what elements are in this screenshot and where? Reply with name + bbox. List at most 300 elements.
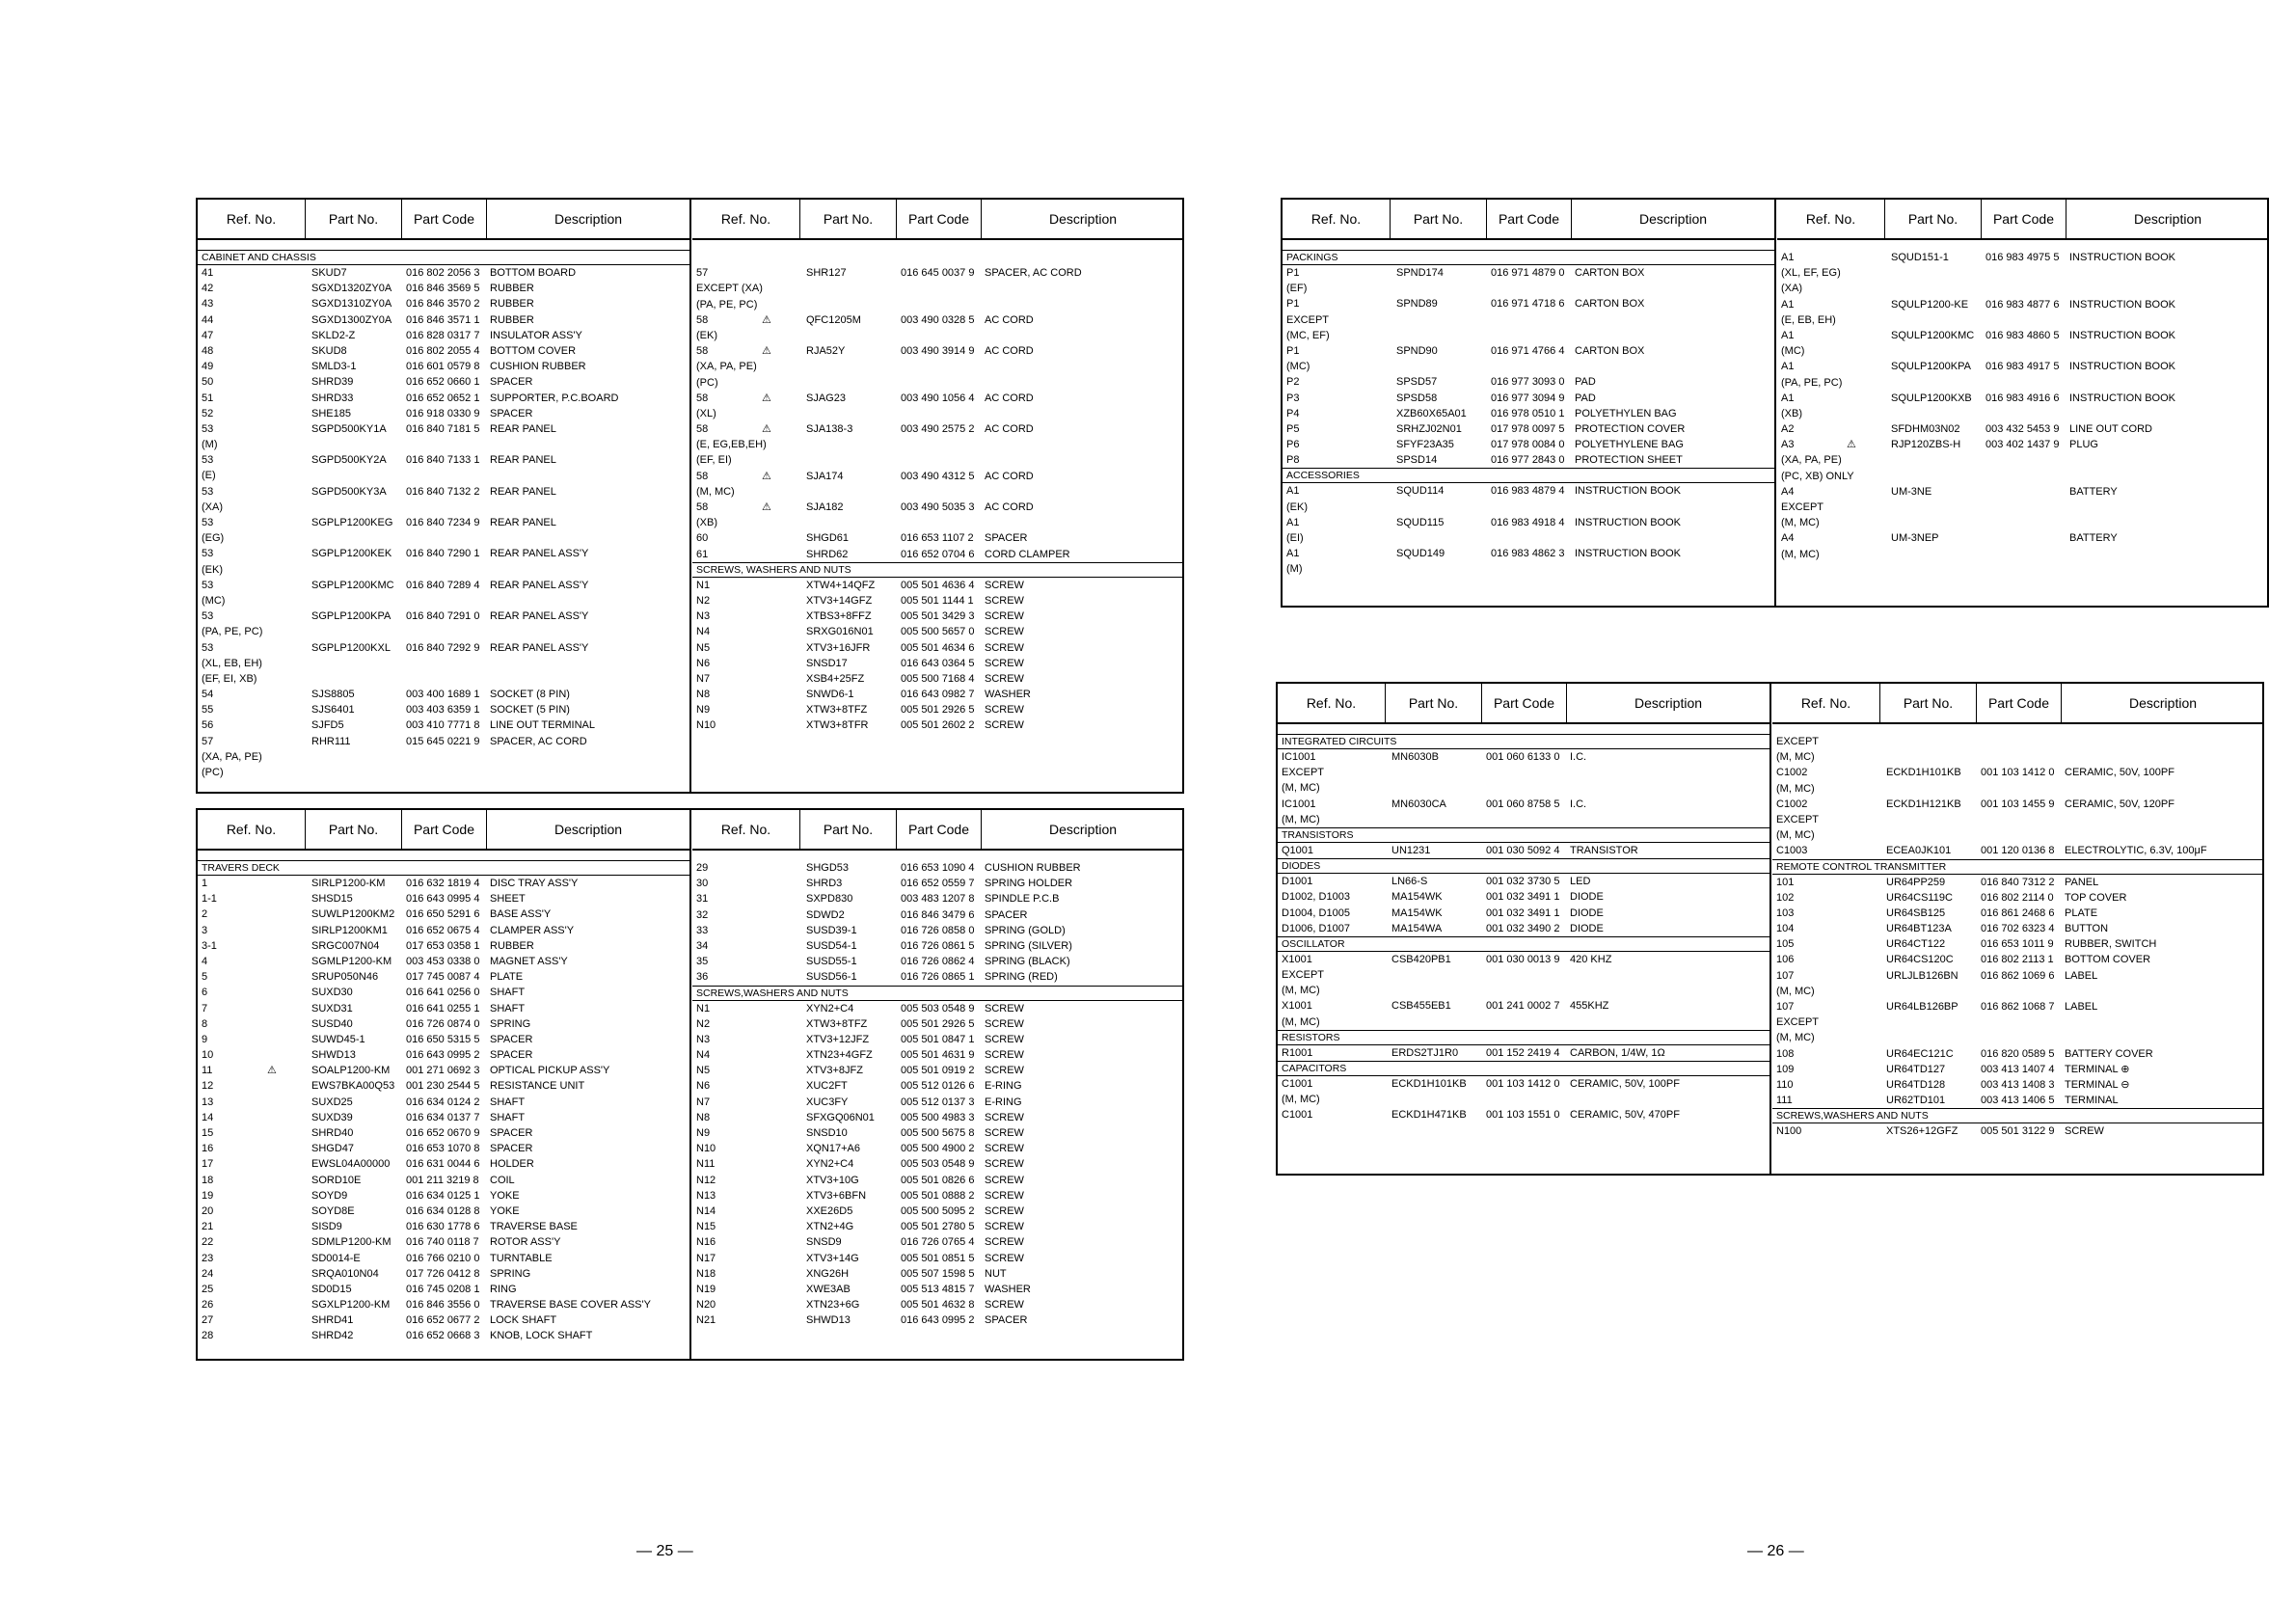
- ref-no: A1: [1286, 516, 1300, 528]
- part-no: SGXD1320ZY0A: [311, 283, 392, 295]
- table-row: [1777, 281, 2269, 296]
- ref-no: 5: [202, 971, 208, 984]
- part-no: XTV3+8JFZ: [806, 1065, 863, 1077]
- ref-no: N3: [696, 1033, 711, 1045]
- part-code: 016 643 0995 2: [901, 1314, 975, 1327]
- table-row: [198, 1297, 689, 1312]
- part-no: SHRD3: [806, 878, 843, 890]
- ref-no: N11: [696, 1158, 716, 1171]
- ref-no: N16: [696, 1236, 716, 1249]
- description: CLAMPER ASS'Y: [490, 924, 575, 936]
- description: REAR PANEL ASS'Y: [490, 610, 589, 623]
- section-heading: TRANSISTORS: [1278, 827, 1769, 843]
- part-code: 017 978 0097 5: [1491, 422, 1565, 435]
- table-row: [692, 391, 1184, 406]
- ref-no: 61: [696, 548, 709, 560]
- part-no: UR64EC121C: [1886, 1047, 1954, 1060]
- ref-no: N4: [696, 626, 711, 638]
- part-code: 001 103 1412 0: [1981, 767, 2055, 779]
- ref-no: 24: [202, 1267, 214, 1280]
- part-code: 017 978 0084 0: [1491, 439, 1565, 451]
- table-row: [692, 530, 1184, 546]
- ref-no: N14: [696, 1204, 716, 1217]
- description: SPRING: [490, 1017, 531, 1030]
- table-row: [692, 1110, 1184, 1125]
- table-row: [692, 1266, 1184, 1282]
- ref-no: 55: [202, 704, 214, 717]
- description: AC CORD: [985, 470, 1034, 482]
- description: CUSHION RUBBER: [985, 862, 1081, 874]
- part-code: 016 840 7289 4: [406, 579, 480, 591]
- ref-no: N15: [696, 1221, 716, 1233]
- column-header: Description: [2133, 211, 2202, 227]
- table-header: [198, 810, 689, 851]
- description: SPRING HOLDER: [985, 878, 1073, 890]
- description: RUBBER: [490, 298, 534, 311]
- table-row: [198, 765, 689, 780]
- part-code: 003 403 6359 1: [406, 704, 480, 717]
- ref-no: 9: [202, 1033, 208, 1045]
- ref-no: 35: [696, 956, 709, 968]
- table-row: [692, 1125, 1184, 1141]
- table-row: [198, 265, 689, 281]
- part-code: 001 230 2544 5: [406, 1080, 480, 1093]
- ref-no: 101: [1776, 876, 1795, 888]
- table-row: [198, 1312, 689, 1328]
- table-half-left: [1283, 200, 1774, 606]
- part-code: 016 641 0256 0: [406, 987, 480, 999]
- table-row: [1278, 1045, 1769, 1061]
- section-heading: ACCESSORIES: [1283, 468, 1774, 483]
- ref-no: N13: [696, 1189, 716, 1202]
- part-no: XTV3+14GFZ: [806, 594, 873, 607]
- part-code: 016 652 0704 6: [901, 548, 975, 560]
- table-row: [198, 437, 689, 452]
- ref-no: 108: [1776, 1047, 1795, 1060]
- table-row: [198, 562, 689, 578]
- ref-no: N10: [696, 719, 716, 732]
- ref-no: (M, MC): [1776, 829, 1815, 842]
- part-code: 005 501 4632 8: [901, 1299, 975, 1312]
- description: SPRING (RED): [985, 971, 1058, 984]
- part-no: XTBS3+8FFZ: [806, 610, 872, 623]
- table-row: [692, 1251, 1184, 1266]
- part-code: 016 643 0995 2: [406, 1049, 480, 1062]
- description: SCREW: [985, 1002, 1024, 1014]
- part-code: 005 501 3122 9: [1981, 1125, 2055, 1138]
- section-heading: SCREWS,WASHERS AND NUTS: [692, 986, 1184, 1001]
- table-header: [1278, 684, 1769, 724]
- description: SHAFT: [490, 1096, 526, 1108]
- description: SCREW: [985, 1189, 1024, 1202]
- table-row: [1777, 328, 2269, 343]
- column-header: Ref. No.: [1772, 684, 1880, 722]
- table-row: [198, 359, 689, 374]
- ref-no: (XA, PA, PE): [202, 750, 262, 763]
- column-header: Ref. No.: [1278, 684, 1386, 722]
- part-code: 003 490 4312 5: [901, 470, 975, 482]
- part-code: 016 653 1107 2: [901, 532, 974, 545]
- part-code: 005 512 0137 3: [901, 1096, 975, 1108]
- table-row: [692, 969, 1184, 985]
- table-row: [198, 1110, 689, 1125]
- part-code: 016 828 0317 7: [406, 329, 480, 341]
- ref-no: (M, MC): [1282, 985, 1320, 997]
- part-code: 005 501 0847 1: [901, 1033, 975, 1045]
- part-no: XTW3+8TFZ: [806, 704, 868, 717]
- ref-no: 53: [202, 641, 214, 654]
- part-no: UR62TD101: [1886, 1095, 1946, 1107]
- part-no: SRXG016N01: [806, 626, 874, 638]
- part-code: 003 400 1689 1: [406, 689, 480, 701]
- ref-no: A1: [1781, 298, 1795, 311]
- part-code: 001 032 3491 1: [1486, 891, 1560, 904]
- ref-no: 1-1: [202, 893, 217, 906]
- table-row: [1278, 765, 1769, 780]
- page-number-25: — 25 —: [636, 1543, 693, 1559]
- description: SPRING (GOLD): [985, 924, 1066, 936]
- part-code: 016 840 7133 1: [406, 454, 480, 467]
- table-half-right: [692, 200, 1184, 792]
- part-no: SOALP1200-KM: [311, 1065, 391, 1077]
- table-row: [1777, 484, 2269, 500]
- description: AC CORD: [985, 392, 1034, 404]
- table-row: [692, 1001, 1184, 1016]
- ref-no: 17: [202, 1158, 214, 1171]
- ref-no: X1001: [1282, 953, 1312, 965]
- description: SHAFT: [490, 1002, 526, 1014]
- part-code: 016 643 0982 7: [901, 689, 975, 701]
- part-no: XNG26H: [806, 1267, 850, 1280]
- table-row: [692, 1204, 1184, 1219]
- part-code: 016 726 0861 5: [901, 939, 975, 952]
- part-no: SGPLP1200KEG: [311, 517, 393, 528]
- part-code: 005 500 5657 0: [901, 626, 975, 638]
- table-row: [1283, 515, 1774, 530]
- description: PLUG: [2069, 439, 2098, 451]
- part-code: 016 983 4862 3: [1491, 548, 1565, 560]
- table-row: [198, 640, 689, 656]
- ref-no: P3: [1286, 392, 1300, 404]
- column-header: Ref. No.: [198, 810, 306, 849]
- part-no: SNWD6-1: [806, 689, 854, 701]
- ref-no: A1: [1781, 361, 1795, 373]
- ref-no: 60: [696, 532, 709, 545]
- table-row: [1278, 843, 1769, 858]
- ref-no: C1001: [1282, 1078, 1313, 1090]
- column-header: Description: [1638, 211, 1708, 227]
- table-row: [692, 421, 1184, 437]
- part-code: 005 501 0851 5: [901, 1252, 975, 1264]
- description: BATTERY: [2069, 485, 2118, 498]
- part-no: SHSD15: [311, 893, 353, 906]
- description: AC CORD: [985, 423, 1034, 436]
- part-code: 001 241 0002 7: [1486, 1000, 1560, 1013]
- ref-no: N1: [696, 1002, 711, 1014]
- part-no: RHR111: [311, 735, 351, 747]
- ref-no: 53: [202, 548, 214, 560]
- part-no: SPSD14: [1396, 454, 1438, 467]
- part-code: 016 802 2055 4: [406, 344, 480, 357]
- table-row: [198, 624, 689, 639]
- table-row: [1278, 998, 1769, 1014]
- part-code: 003 410 7771 8: [406, 719, 480, 732]
- table-row: [198, 391, 689, 406]
- section-heading: OSCILLATOR: [1278, 936, 1769, 952]
- ref-no: N2: [696, 594, 711, 607]
- part-no: SJA182: [806, 501, 844, 513]
- description: SPACER: [490, 376, 533, 389]
- ref-no: P1: [1286, 267, 1300, 279]
- part-no: XTV3+16JFR: [806, 641, 871, 654]
- part-no: SNSD10: [806, 1127, 848, 1139]
- table-row: [198, 891, 689, 906]
- part-no: XQN17+A6: [806, 1143, 860, 1155]
- part-no: SPSD58: [1396, 392, 1438, 404]
- table-row: [198, 1251, 689, 1266]
- ref-no: C1002: [1776, 798, 1808, 810]
- part-no: SNSD9: [806, 1236, 842, 1249]
- ref-no: EXCEPT: [1776, 1016, 1820, 1029]
- ref-no: 2: [202, 908, 208, 921]
- part-no: SJFD5: [311, 719, 344, 732]
- description: INSTRUCTION BOOK: [1575, 516, 1682, 528]
- table-row: [198, 923, 689, 938]
- ref-no: 19: [202, 1189, 214, 1202]
- part-code: 016 983 4918 4: [1491, 516, 1565, 528]
- part-no: SFYF23A35: [1396, 439, 1454, 451]
- table-row: [692, 328, 1184, 343]
- ref-no: A1: [1286, 485, 1300, 498]
- table-row: [1772, 797, 2264, 812]
- part-code: 016 641 0255 1: [406, 1002, 480, 1014]
- part-no: XUC2FT: [806, 1080, 848, 1093]
- part-no: SD0014-E: [311, 1252, 361, 1264]
- ref-no: 33: [696, 924, 709, 936]
- table-row: [692, 1188, 1184, 1204]
- part-no: SKUD8: [311, 344, 347, 357]
- description: RUBBER: [490, 939, 534, 952]
- part-no: UR64CT122: [1886, 938, 1946, 951]
- table-row: [198, 717, 689, 733]
- description: CARBON, 1/4W, 1Ω: [1570, 1046, 1665, 1059]
- table-center-divider: [1774, 200, 1776, 606]
- ref-no: (EG): [202, 532, 225, 545]
- ref-no: EXCEPT: [1282, 969, 1325, 982]
- table-row: [692, 891, 1184, 906]
- table-row: [1283, 452, 1774, 468]
- table-row: [1772, 890, 2264, 906]
- part-no: XTV3+6BFN: [806, 1189, 867, 1202]
- part-no: SGXD1310ZY0A: [311, 298, 392, 311]
- column-header: Description: [2128, 695, 2198, 711]
- part-code: 017 745 0087 4: [406, 971, 480, 984]
- part-no: CSB420PB1: [1391, 953, 1451, 965]
- description: SCREW: [985, 1236, 1024, 1249]
- part-no: SQUD115: [1396, 516, 1445, 528]
- part-no: SGPLP1200KMC: [311, 579, 394, 591]
- part-no: SOYD8E: [311, 1204, 355, 1217]
- table-row: [1777, 391, 2269, 406]
- table-center-divider: [689, 200, 691, 792]
- part-no: SUWD45-1: [311, 1033, 365, 1045]
- part-code: 016 977 3094 9: [1491, 392, 1565, 404]
- ref-no: 21: [202, 1221, 214, 1233]
- table-row: [198, 702, 689, 717]
- ref-no: N17: [696, 1252, 716, 1264]
- table-row: [1278, 780, 1769, 796]
- ref-no: D1004, D1005: [1282, 906, 1350, 919]
- description: PANEL: [2065, 876, 2099, 888]
- part-code: 003 490 0328 5: [901, 313, 975, 326]
- warning-icon: ⚠: [762, 392, 771, 404]
- table-row: [692, 671, 1184, 687]
- part-no: XTN2+4G: [806, 1221, 854, 1233]
- part-no: SUSD40: [311, 1017, 353, 1030]
- ref-no: 49: [202, 361, 214, 373]
- table-row: [692, 954, 1184, 969]
- table-row: [198, 1188, 689, 1204]
- ref-no: 29: [696, 862, 709, 874]
- ref-no: (MC): [202, 594, 226, 607]
- ref-no: (MC): [1286, 361, 1310, 373]
- description: BATTERY COVER: [2065, 1047, 2153, 1060]
- table-row: [692, 687, 1184, 702]
- table-row: [1278, 874, 1769, 889]
- part-no: MA154WK: [1391, 891, 1443, 904]
- column-header: Ref. No.: [1777, 200, 1885, 238]
- part-code: 016 840 7290 1: [406, 548, 480, 560]
- part-code: 005 501 0888 2: [901, 1189, 975, 1202]
- ref-no: EXCEPT (XA): [696, 283, 763, 295]
- part-no: SPND174: [1396, 267, 1444, 279]
- part-code: 001 060 8758 5: [1486, 798, 1560, 810]
- table-row: [692, 265, 1184, 281]
- ref-no: (EK): [1286, 500, 1308, 513]
- description: SPACER: [985, 908, 1028, 921]
- description: BUTTON: [2065, 923, 2109, 935]
- part-no: XYN2+C4: [806, 1002, 854, 1014]
- part-code: 016 840 7312 2: [1981, 876, 2055, 888]
- ref-no: 15: [202, 1127, 214, 1139]
- table-row: [692, 1032, 1184, 1047]
- part-code: 016 861 2468 6: [1981, 906, 2055, 919]
- part-code: 016 862 1069 6: [1981, 969, 2055, 982]
- part-code: 001 032 3730 5: [1486, 876, 1560, 888]
- description: REAR PANEL ASS'Y: [490, 579, 589, 591]
- description: DIODE: [1570, 891, 1604, 904]
- description: SHAFT: [490, 1111, 526, 1123]
- ref-no: (M, MC): [1776, 1032, 1815, 1044]
- ref-no: EXCEPT: [1776, 813, 1820, 825]
- description: SCREW: [985, 610, 1024, 623]
- part-code: 016 643 0995 4: [406, 893, 480, 906]
- part-no: UR64SB125: [1886, 906, 1946, 919]
- part-code: 016 653 1090 4: [901, 862, 975, 874]
- table-row: [1283, 483, 1774, 499]
- part-no: SQUD114: [1396, 485, 1445, 498]
- part-code: 005 501 2926 5: [901, 704, 975, 717]
- part-code: 016 840 7234 9: [406, 517, 480, 528]
- table-row: [198, 593, 689, 609]
- ref-no: A2: [1781, 423, 1795, 436]
- part-no: SDMLP1200-KM: [311, 1236, 392, 1249]
- description: REAR PANEL: [490, 422, 556, 435]
- part-code: 005 501 0919 2: [901, 1065, 975, 1077]
- ref-no: (XL, EB, EH): [202, 657, 262, 669]
- table-row: [1772, 875, 2264, 890]
- part-no: UR64BT123A: [1886, 923, 1952, 935]
- description: 420 KHZ: [1570, 953, 1612, 965]
- column-header: Description: [554, 822, 623, 837]
- ref-no: (M, MC): [1776, 782, 1815, 795]
- description: REAR PANEL ASS'Y: [490, 641, 589, 654]
- table-row: [1772, 1062, 2264, 1077]
- table-row: [1278, 921, 1769, 936]
- description: SCREW: [985, 1127, 1024, 1139]
- part-no: SXPD830: [806, 893, 853, 906]
- part-no: UM-3NE: [1891, 485, 1932, 498]
- description: AC CORD: [985, 345, 1034, 358]
- part-code: 001 103 1455 9: [1981, 798, 2055, 810]
- part-code: 016 726 0862 4: [901, 956, 975, 968]
- description: BOTTOM COVER: [490, 344, 577, 357]
- part-code: 017 653 0358 1: [406, 939, 480, 952]
- table-row: [198, 1047, 689, 1063]
- table-row: [1278, 889, 1769, 905]
- ref-no: 106: [1776, 954, 1795, 966]
- description: I.C.: [1570, 751, 1587, 763]
- section-heading: CABINET AND CHASSIS: [198, 250, 689, 265]
- column-header: Part No.: [1391, 200, 1487, 238]
- section-heading: INTEGRATED CIRCUITS: [1278, 734, 1769, 749]
- part-code: 016 971 4879 0: [1491, 267, 1565, 279]
- table-row: [198, 296, 689, 311]
- ref-no: 30: [696, 878, 709, 890]
- ref-no: 51: [202, 392, 214, 404]
- table-row: [198, 530, 689, 546]
- ref-no: (E): [202, 470, 216, 482]
- table-row: [692, 702, 1184, 717]
- ref-no: (M, MC): [1776, 751, 1815, 764]
- part-no: EWS7BKA00Q53: [311, 1080, 395, 1093]
- ref-no: 107: [1776, 1001, 1795, 1013]
- part-no: SUSD54-1: [806, 939, 857, 952]
- ref-no: A3: [1781, 439, 1795, 451]
- description: INSTRUCTION BOOK: [2069, 392, 2176, 404]
- part-no: UR64PP259: [1886, 876, 1946, 888]
- description: INSTRUCTION BOOK: [2069, 298, 2176, 311]
- part-no: XZB60X65A01: [1396, 407, 1467, 419]
- part-code: 016 820 0589 5: [1981, 1047, 2055, 1060]
- part-code: 001 032 3491 1: [1486, 906, 1560, 919]
- column-header: Part No.: [1880, 684, 1977, 722]
- table-row: [692, 375, 1184, 391]
- part-code: 016 862 1068 7: [1981, 1001, 2055, 1013]
- description: LOCK SHAFT: [490, 1314, 557, 1327]
- part-no: XTW4+14QFZ: [806, 579, 876, 591]
- part-no: SGPD500KY3A: [311, 485, 387, 498]
- ref-no: IC1001: [1282, 798, 1316, 810]
- table-half-right: [1772, 684, 2264, 1174]
- table-rows: [692, 250, 1184, 734]
- description: SPACER, AC CORD: [490, 735, 587, 747]
- description: SCREW: [985, 641, 1024, 654]
- table-row: [198, 609, 689, 624]
- ref-no: (EI): [1286, 532, 1304, 544]
- description: PLATE: [2065, 906, 2098, 919]
- table-row: [692, 609, 1184, 624]
